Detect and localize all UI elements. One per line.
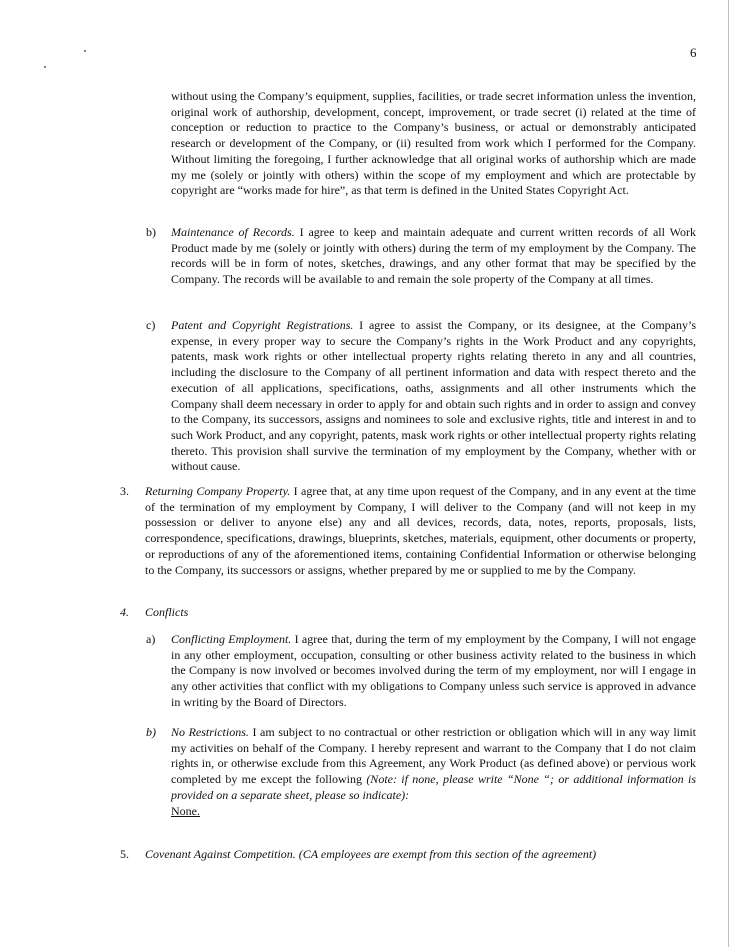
- scan-edge-line: [728, 0, 729, 947]
- section-2b-title: Maintenance of Records.: [171, 225, 295, 239]
- section-4b-text: I am subject to no contractual or other restriction or obligation which will in any way limit my activities on behalf of the Company. I hereby represent and warrant to the Company that I do not claim rights in, or otherwise exclude from this Agreement, any Work Product (as defined above) or pervious work completed by me except the following: [171, 725, 697, 787]
- section-4b-title: No Restrictions.: [171, 725, 249, 739]
- section-4b-answer: None.: [171, 803, 200, 818]
- section-2c-paragraph: [171, 318, 696, 475]
- section-4a-text: I agree that, during the term of my employment by the Company, I will not engage in any other employment, occupation, consulting or other business activity related to the business in which the Company is now involved or becomes involved during the term of my employment, nor will I engage in any other activities that conflict with my obligations to Company unless such service is approved in advance in writing by the Board of Directors.: [171, 632, 696, 709]
- section-2c-text: I agree to assist the Company, or its designee, at the Company’s expense, in every proper way to secure the Company’s rights in the Work Product and any copyrights, patents, mask work rights or other intellectual property rights relating thereto in any and all countries, including the disclosure to the Company of all pertinent information and data with respect thereto and the execution of all applications, specifications, oaths, assignments and all other instruments which the Company shall deem necessary in order to apply for and obtain such rights and in order to assign and convey to the Company, its successors, assigns and nominees to sole and exclusive rights, title and interest in and to such Work Product, and any copyright, patents, mask work rights or other intellectual property rights relating thereto. This provision shall survive the termination of my employment by the Company, whether with or without cause.: [171, 318, 697, 474]
- section-5-title: Covenant Against Competition.: [145, 847, 296, 861]
- section-4-title: Conflicts: [145, 605, 189, 619]
- section-2b-paragraph: [171, 225, 696, 288]
- section-4b-paragraph: [171, 725, 696, 819]
- scan-speck: [44, 66, 46, 68]
- section-3-text: I agree that, at any time upon request of the Company, and in any event at the time of the termination of my employment by Company, I will deliver to the Company (and will not keep in my possession or deliver to anyone else) any and all devices, records, data, notes, reports, proposals, lists, correspondence, specifications, drawings, blueprints, sketches, materials, equipment, other documents or property, or reproductions of any of the aforementioned items, containing Confidential Information or otherwise belonging to the Company, its successors or assigns, whether prepared by me or supplied to me by the Company.: [145, 484, 697, 577]
- section-5-marker: 5.: [120, 847, 129, 861]
- section-4-marker: 4.: [120, 605, 129, 619]
- section-4a-marker: a): [146, 632, 156, 646]
- section-4b-note: (Note: if none, please write “None “; or additional information is provided on a separate sheet, please so indicate):: [171, 772, 697, 802]
- scan-speck: [84, 50, 86, 52]
- section-2b-marker: b): [146, 225, 156, 239]
- section-2b-text: I agree to keep and maintain adequate and current written records of all Work Product made by me (solely or jointly with others) during the term of my employment by the Company. The records will be in form of notes, sketches, drawings, and any other format that may be specified by the Company. The records will be available to and remain the sole property of the Company at all times.: [171, 225, 697, 287]
- section-2c-title: Patent and Copyright Registrations.: [171, 318, 354, 332]
- section-3-title: Returning Company Property.: [145, 484, 291, 498]
- continuation-paragraph: without using the Company’s equipment, supplies, facilities, or trade secret information unless the invention, original work of authorship, development, concept, improvement, or trade secret (i) related at the time of conception or reduction to practice to the Company’s business, or actual or demonstrably anticipated research or development of the Company, or (ii) resulted from work which I performed for the Company. Without limiting the foregoing, I further acknowledge that all original works of authorship which are made my me (solely or jointly with others) within the scope of my employment and which are protectable by copyright are “works made for hire”, as that term is defined in the United States Copyright Act.: [171, 89, 696, 198]
- section-5-note: (CA employees are exempt from this section of the agreement): [298, 847, 597, 861]
- section-2c-marker: c): [146, 318, 156, 332]
- page-number: 6: [690, 45, 697, 60]
- section-4a-title: Conflicting Employment.: [171, 632, 292, 646]
- section-4b-marker: b): [146, 725, 156, 739]
- section-5-paragraph: [145, 847, 696, 863]
- section-4a-paragraph: [171, 632, 696, 711]
- section-3-marker: 3.: [120, 484, 129, 498]
- section-3-paragraph: [145, 484, 696, 578]
